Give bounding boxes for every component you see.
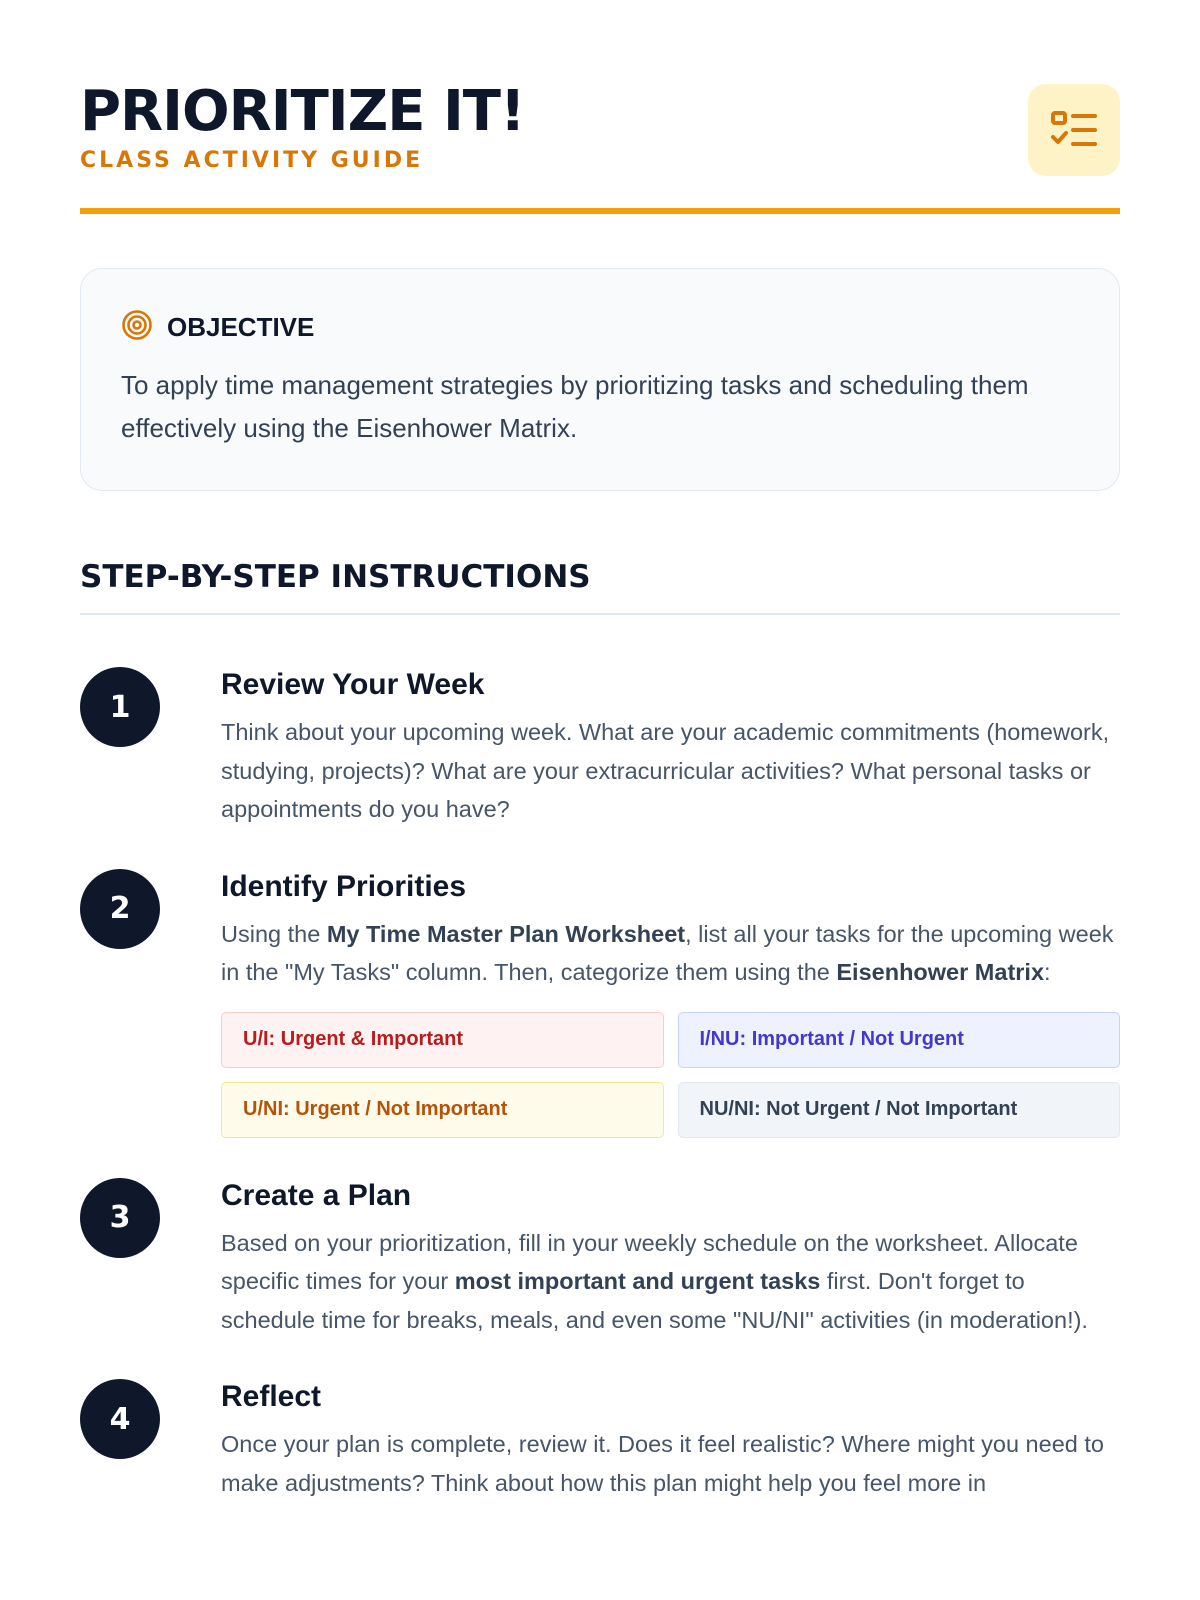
matrix-cell-urgent-not-important: U/NI: Urgent / Not Important xyxy=(221,1082,664,1138)
step-description xyxy=(221,1224,1120,1340)
page-subtitle: CLASS ACTIVITY GUIDE xyxy=(80,148,424,173)
step-item xyxy=(80,869,1120,1138)
step-item xyxy=(80,667,1120,829)
objective-header xyxy=(121,309,1079,346)
step-item xyxy=(80,1178,1120,1340)
step-number-badge: 3 xyxy=(80,1178,160,1258)
step-number-badge: 4 xyxy=(80,1379,160,1459)
step-item xyxy=(80,1379,1120,1502)
step-title: Create a Plan xyxy=(221,1178,412,1212)
matrix-cell-important-not-urgent: I/NU: Important / Not Urgent xyxy=(678,1012,1121,1068)
text-segment: first. Don't forget to schedule time for breaks, meals, and even some "NU/NI" activities (in moderation!). xyxy=(221,1268,1088,1333)
objective-text: To apply time management strategies by prioritizing tasks and scheduling them effectively using the Eisenhower Matrix. xyxy=(121,370,1029,443)
header-divider xyxy=(80,208,1120,214)
objective-label: OBJECTIVE xyxy=(167,312,315,342)
matrix-name: Eisenhower Matrix xyxy=(836,959,1045,985)
step-title: Reflect xyxy=(221,1380,322,1413)
matrix-cell-not-urgent-not-important: NU/NI: Not Urgent / Not Important xyxy=(678,1082,1121,1138)
page-header xyxy=(80,79,1120,208)
step-title: Identify Priorities xyxy=(221,869,467,903)
text-segment: , list all your tasks for the upcoming week in the "My Tasks" column. Then, categorize them using the xyxy=(221,920,1114,985)
text-segment: Based on your prioritization, fill in your weekly schedule on the worksheet. Allocate specific times for your xyxy=(221,1229,1078,1294)
emphasis-text: most important and urgent tasks xyxy=(454,1268,821,1294)
step-number-badge: 1 xyxy=(80,667,160,747)
checklist-icon xyxy=(1028,84,1120,176)
steps-list xyxy=(80,667,1120,1502)
worksheet-name: My Time Master Plan Worksheet xyxy=(326,920,686,947)
step-title: Review Your Week xyxy=(221,668,485,701)
step-description: Think about your upcoming week. What are your academic commitments (homework, studying, projects)? What are your extracurricular activities? What personal tasks or appointments do you have? xyxy=(221,719,1110,822)
text-segment: : xyxy=(1044,959,1051,985)
instructions-heading: STEP-BY-STEP INSTRUCTIONS xyxy=(80,559,1120,615)
step-number-badge: 2 xyxy=(80,869,160,949)
matrix-cell-urgent-important: U/I: Urgent & Important xyxy=(221,1012,664,1068)
target-icon xyxy=(121,309,153,346)
step-description: Once your plan is complete, review it. Does it feel realistic? Where might you need to make adjustments? Think about how this plan might help you feel more in xyxy=(221,1431,1104,1496)
activity-guide-page xyxy=(80,0,1120,1502)
page-title: PRIORITIZE IT! xyxy=(80,79,525,144)
text-segment: Using the xyxy=(221,920,327,947)
objective-card xyxy=(80,268,1120,491)
eisenhower-matrix xyxy=(221,1012,1120,1138)
step-description xyxy=(221,915,1120,992)
